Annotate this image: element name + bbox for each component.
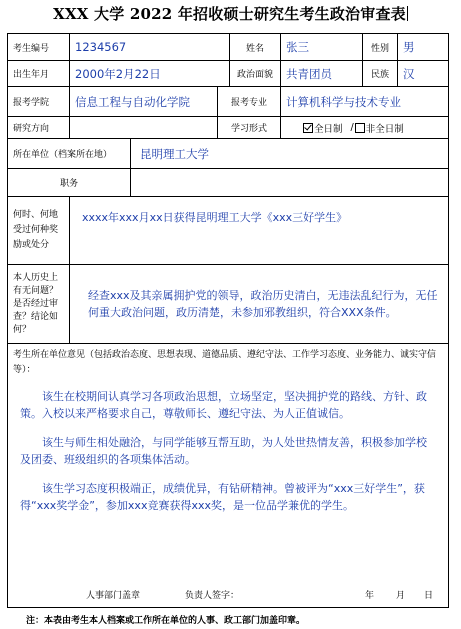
direction-value[interactable]: [69, 117, 217, 138]
opinion-paragraph-1: 该生在校期间认真学习各项政治思想，立场坚定，坚决拥护党的路线、方针、政策。入校以来严格要求自己，尊敬师长、遵纪守法、为人正值诚信。: [20, 390, 427, 420]
fulltime-checkbox[interactable]: [303, 123, 313, 133]
unit-label: 所在单位（档案所在地）: [13, 150, 113, 160]
row-exam-no: [8, 34, 448, 60]
opinion-paragraph-3: 该生学习态度积极端正，成绩优异，有钻研精神。曾被评为“xxx三好学生”，获得“xxx奖学金”，参加xxx竞赛获得xxx奖，是一位品学兼优的学生。: [20, 482, 425, 512]
major-value[interactable]: 计算机科学与技术专业: [280, 87, 450, 116]
political-label: 政治面貌: [229, 61, 280, 86]
row-direction: [8, 116, 448, 138]
exam-no-label: 考生编号: [13, 43, 50, 54]
name-value[interactable]: 张三: [280, 34, 362, 60]
ethnic-value[interactable]: 汉: [397, 61, 450, 86]
study-form-label: 学习形式: [217, 117, 280, 138]
parttime-label: 非全日制: [365, 123, 404, 135]
gender-value[interactable]: 男: [397, 34, 450, 60]
college-label: 报考学院: [13, 98, 50, 108]
row-history: [8, 264, 448, 343]
month-label: 月: [396, 591, 406, 601]
political-review-form: [7, 33, 449, 608]
exam-no-value[interactable]: 1234567: [69, 34, 229, 60]
year-label: 年: [365, 591, 375, 601]
row-position: [8, 168, 448, 196]
fulltime-label: 全日制: [314, 123, 343, 135]
unit-value[interactable]: 昆明理工大学: [130, 139, 450, 168]
study-form-options: 全日制 / 非全日制: [280, 117, 450, 138]
ethnic-label: 民族: [362, 61, 397, 86]
political-value[interactable]: 共青团员: [280, 61, 362, 86]
text-cursor: [407, 6, 408, 21]
name-label: 姓名: [229, 34, 280, 60]
parttime-checkbox[interactable]: [355, 123, 365, 133]
form-title: XXX 大学 2022 年招收硕士研究生考生政治审查表: [53, 5, 406, 23]
major-label: 报考专业: [217, 87, 280, 116]
opinion-label: 考生所在单位意见（包括政治态度、思想表现、道德品质、遵纪守法、工作学习态度、业务能力、诚实守信等）：: [13, 350, 437, 375]
day-label: 日: [424, 591, 434, 601]
opinion-paragraph-2: 该生与师生相处融洽，与同学能够互帮互助，为人处世热情友善，积极参加学校及团委、班级组织的各项集体活动。: [20, 436, 427, 466]
row-unit: [8, 138, 448, 168]
stamp-label: 人事部门盖章: [86, 591, 141, 601]
history-label: 本人历史上有无问题？是否经过审查？结论如何？: [13, 272, 59, 335]
birth-label: 出生年月: [13, 70, 50, 80]
direction-label: 研究方向: [13, 124, 50, 134]
opinion-body[interactable]: [20, 388, 428, 514]
birth-value[interactable]: 2000年2月22日: [69, 61, 229, 86]
row-opinion: [8, 343, 448, 609]
row-birth: [8, 60, 448, 86]
college-value[interactable]: 信息工程与自动化学院: [69, 87, 217, 116]
history-value[interactable]: 经查xxx及其亲属拥护党的领导，政治历史清白，无违法乱纪行为，无任何重大政治问题，政历清楚，未参加邪教组织，符合XXX条件。: [69, 265, 450, 343]
row-college: [8, 86, 448, 116]
gender-label: 性别: [362, 34, 397, 60]
row-awards: [8, 196, 448, 264]
position-value[interactable]: [130, 169, 450, 196]
footer-note: 注：本表由考生本人档案或工作所在单位的人事、政工部门加盖印章。: [26, 616, 306, 626]
awards-label: 何时、何地受过何种奖励或处分: [13, 210, 59, 250]
awards-value[interactable]: xxxx年xxx月xx日获得昆明理工大学《xxx三好学生》: [69, 197, 450, 264]
position-label: 职务: [59, 179, 78, 189]
signer-label: 负责人签字：: [185, 591, 240, 601]
